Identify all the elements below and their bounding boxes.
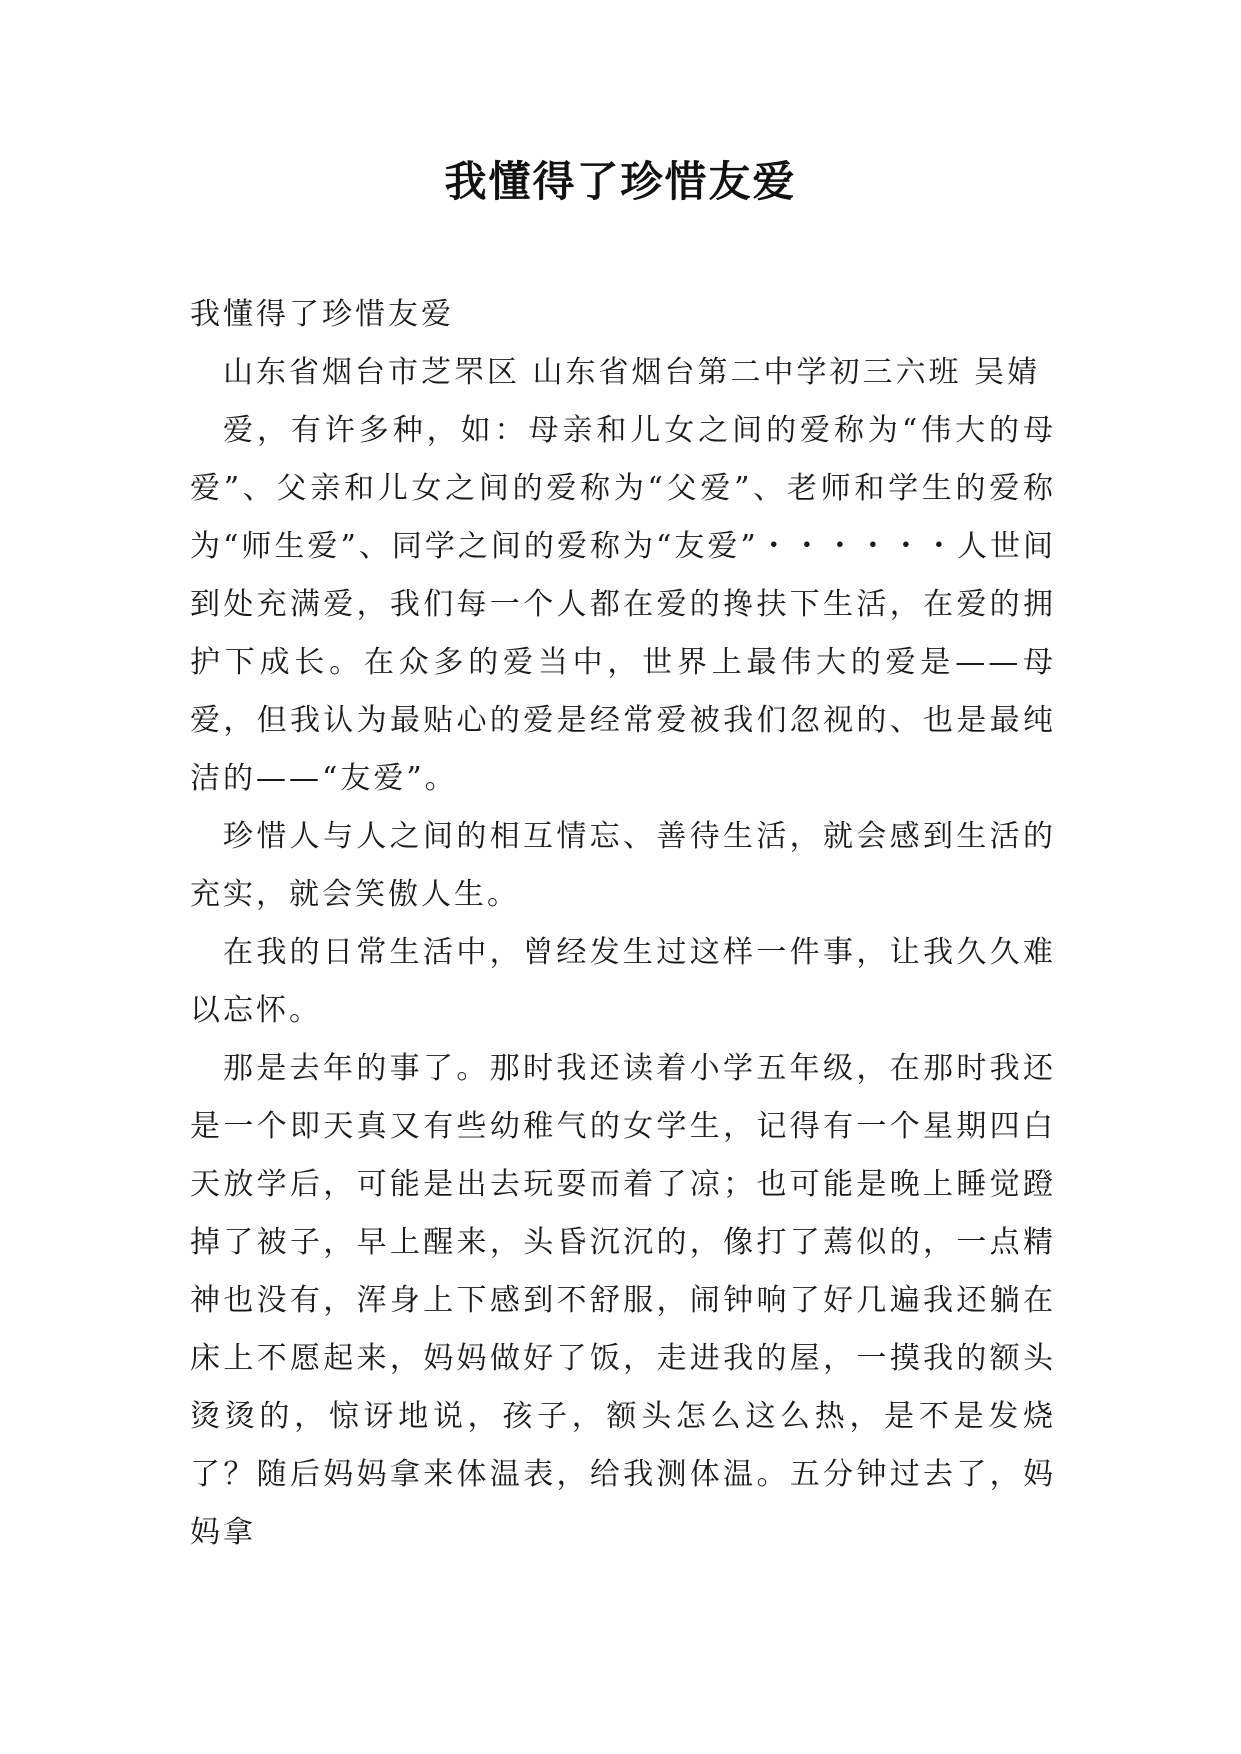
paragraph: 爱，有许多种，如：母亲和儿女之间的爱称为“伟大的母爱”、父亲和儿女之间的爱称为“父爱”、老师和学生的爱称为“师生爱”、同学之间的爱称为“友爱”・・・・・・人世间到处充满爱，我们每一个人都在爱的搀扶下生活，在爱的拥护下成长。在众多的爱当中，世界上最伟大的爱是——母爱，但我认为最贴心的爱是经常爱被我们忽视的、也是最纯洁的——“友爱”。 xyxy=(190,413,1056,796)
document-title: 我懂得了珍惜友爱 xyxy=(444,157,797,206)
paragraph-author: 山东省烟台市芝罘区 山东省烟台第二中学初三六班 吴婧 xyxy=(223,355,1041,390)
paragraph: 在我的日常生活中，曾经发生过这样一件事，让我久久难以忘怀。 xyxy=(190,935,1056,1028)
paragraph: 珍惜人与人之间的相互情忘、善待生活，就会感到生活的充实，就会笑傲人生。 xyxy=(190,819,1056,912)
paragraph-heading: 我懂得了珍惜友爱 xyxy=(190,297,454,332)
document-body xyxy=(190,286,1056,1562)
paragraph: 那是去年的事了。那时我还读着小学五年级，在那时我还是一个即天真又有些幼稚气的女学生，记得有一个星期四白天放学后，可能是出去玩耍而着了凉；也可能是晚上睡觉蹬掉了被子，早上醒来，头昏沉沉的，像打了蔫似的，一点精神也没有，浑身上下感到不舒服，闹钟响了好几遍我还躺在床上不愿起来，妈妈做好了饭，走进我的屋，一摸我的额头烫烫的，惊讶地说，孩子，额头怎么这么热，是不是发烧了？随后妈妈拿来体温表，给我测体温。五分钟过去了，妈妈拿 xyxy=(190,1051,1056,1550)
